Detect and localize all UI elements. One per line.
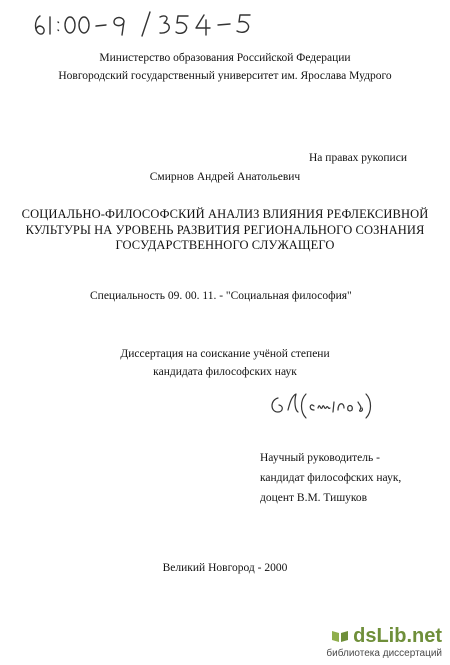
watermark-logo (326, 626, 442, 646)
title-line: СОЦИАЛЬНО-ФИЛОСОФСКИЙ АНАЛИЗ ВЛИЯНИЯ РЕФЛЕКСИВНОЙ (21, 207, 429, 221)
specialty: Специальность 09. 00. 11. - "Социальная философия" (90, 290, 352, 302)
dissertation-degree-line: Диссертация на соискание учёной степени (120, 348, 330, 360)
advisor-line: кандидат философских наук, (260, 472, 402, 484)
archive-code-handwriting (32, 10, 302, 38)
ministry-name: Министерство образования Российской Федерации (99, 52, 351, 64)
manuscript-note: На правах рукописи (309, 152, 407, 164)
signature-handwriting (268, 388, 378, 424)
handwritten-archive-code (32, 10, 302, 38)
watermark-logo-text: dsLib.net (353, 625, 442, 647)
dissertation-title (0, 207, 450, 254)
author-signature (268, 388, 378, 424)
title-line: КУЛЬТУРЫ НА УРОВЕНЬ РАЗВИТИЯ РЕГИОНАЛЬНОГО СОЗНАНИЯ (25, 222, 425, 237)
advisor-line: Научный руководитель - (260, 452, 380, 464)
city-year: Великий Новгород - 2000 (162, 562, 288, 574)
title-line: ГОСУДАРСТВЕННОГО СЛУЖАЩЕГО (115, 238, 335, 253)
book-icon (331, 629, 349, 643)
advisor-line: доцент В.М. Тишуков (260, 492, 368, 504)
dissertation-degree-line: кандидата философских наук (153, 366, 297, 378)
dslib-watermark[interactable] (326, 626, 442, 659)
watermark-caption: библиотека диссертаций (326, 648, 442, 659)
author-name: Смирнов Андрей Анатольевич (149, 171, 301, 183)
university-name: Новгородский государственный университет им. Ярослава Мудрого (58, 70, 392, 82)
